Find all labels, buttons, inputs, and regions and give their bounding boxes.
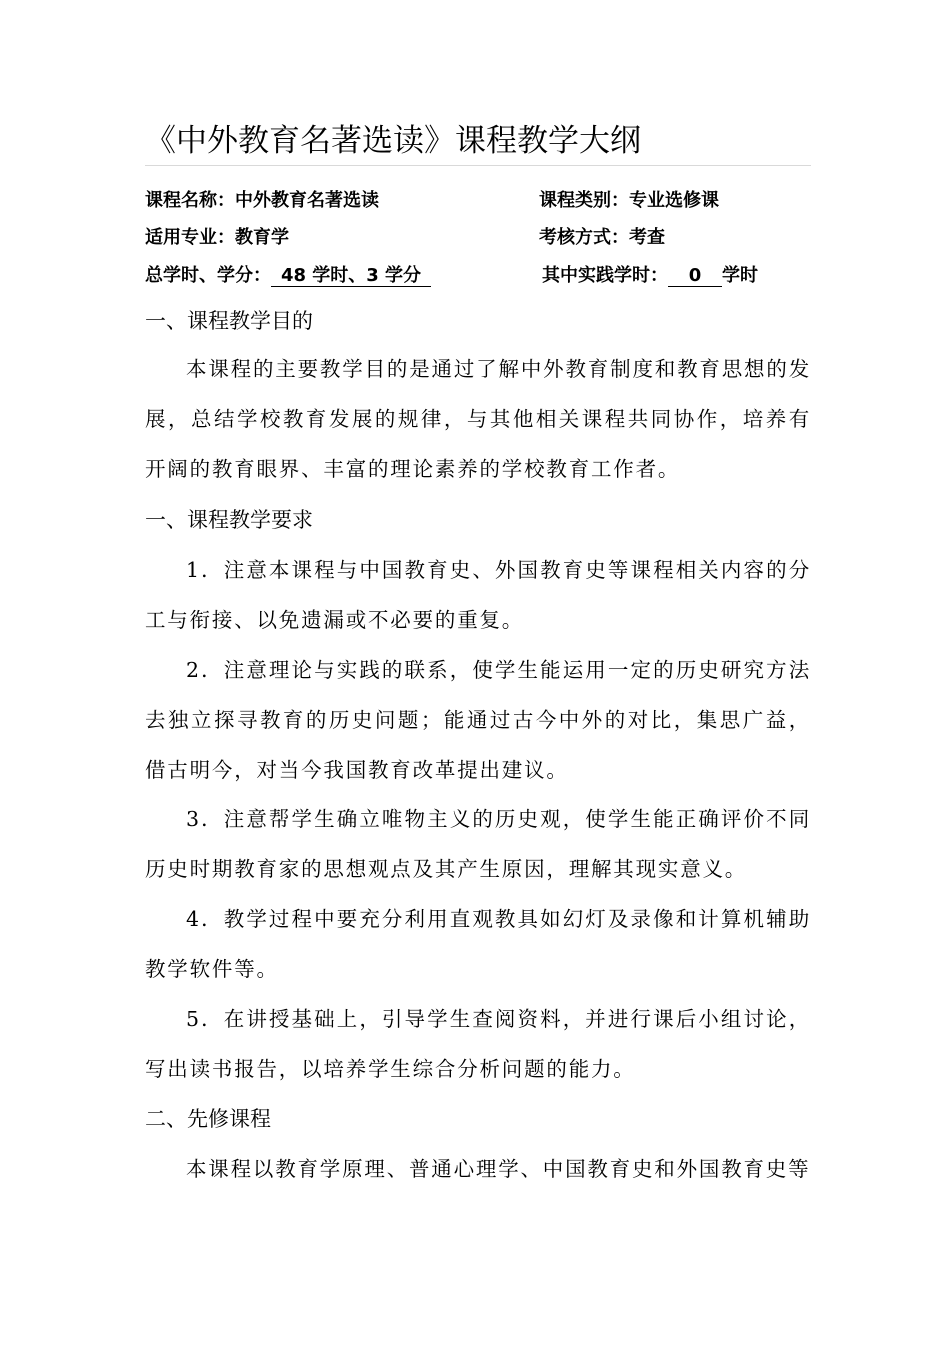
assessment-field (539, 225, 665, 251)
requirement-item-4: 4．教学过程中要充分利用直观教具如幻灯及录像和计算机辅助教学软件等。 (145, 907, 811, 981)
title-divider (145, 165, 811, 166)
hours-value: 48 学时、3 学分 (271, 266, 431, 287)
major-field (145, 225, 289, 251)
requirement-item-3: 3．注意帮学生确立唯物主义的历史观，使学生能正确评价不同历史时期教育家的思想观点及其产生原因，理解其现实意义。 (145, 807, 811, 881)
hours-label: 总学时、学分： (145, 265, 271, 286)
section-heading-requirements: 一、课程教学要求 (145, 508, 313, 532)
meta-row-3 (145, 263, 811, 289)
practice-value: 0 (668, 266, 722, 287)
practice-unit: 学时 (722, 265, 758, 286)
section-heading-prerequisites: 二、先修课程 (145, 1107, 271, 1131)
section-heading-purpose: 一、课程教学目的 (145, 309, 313, 333)
paragraph-purpose: 本课程的主要教学目的是通过了解中外教育制度和教育思想的发展，总结学校教育发展的规律，与其他相关课程共同协作，培养有开阔的教育眼界、丰富的理论素养的学校教育工作者。 (145, 357, 811, 481)
major-value: 教育学 (235, 227, 289, 248)
course-name-label: 课程名称： (145, 190, 235, 211)
practice-field (542, 263, 758, 289)
course-type-label: 课程类别： (539, 190, 629, 211)
course-type-value: 专业选修课 (629, 190, 719, 211)
assessment-label: 考核方式： (539, 227, 629, 248)
assessment-value: 考查 (629, 227, 665, 248)
major-label: 适用专业： (145, 227, 235, 248)
requirement-item-2: 2．注意理论与实践的联系，使学生能运用一定的历史研究方法去独立探寻教育的历史问题；能通过古今中外的对比，集思广益，借古明今，对当今我国教育改革提出建议。 (145, 658, 811, 782)
hours-field (145, 263, 431, 289)
requirement-item-1: 1．注意本课程与中国教育史、外国教育史等课程相关内容的分工与衔接、以免遗漏或不必要的重复。 (145, 558, 811, 632)
meta-row-1 (145, 188, 811, 214)
practice-label: 其中实践学时： (542, 265, 668, 286)
course-type-field (539, 188, 719, 214)
requirement-item-5: 5．在讲授基础上，引导学生查阅资料，并进行课后小组讨论，写出读书报告，以培养学生综合分析问题的能力。 (145, 1007, 811, 1081)
meta-row-2 (145, 225, 811, 251)
course-name-value: 中外教育名著选读 (235, 190, 379, 211)
paragraph-prerequisites: 本课程以教育学原理、普通心理学、中国教育史和外国教育史等 (186, 1157, 811, 1181)
course-name-field (145, 188, 379, 214)
document-title: 《中外教育名著选读》课程教学大纲 (145, 123, 641, 159)
